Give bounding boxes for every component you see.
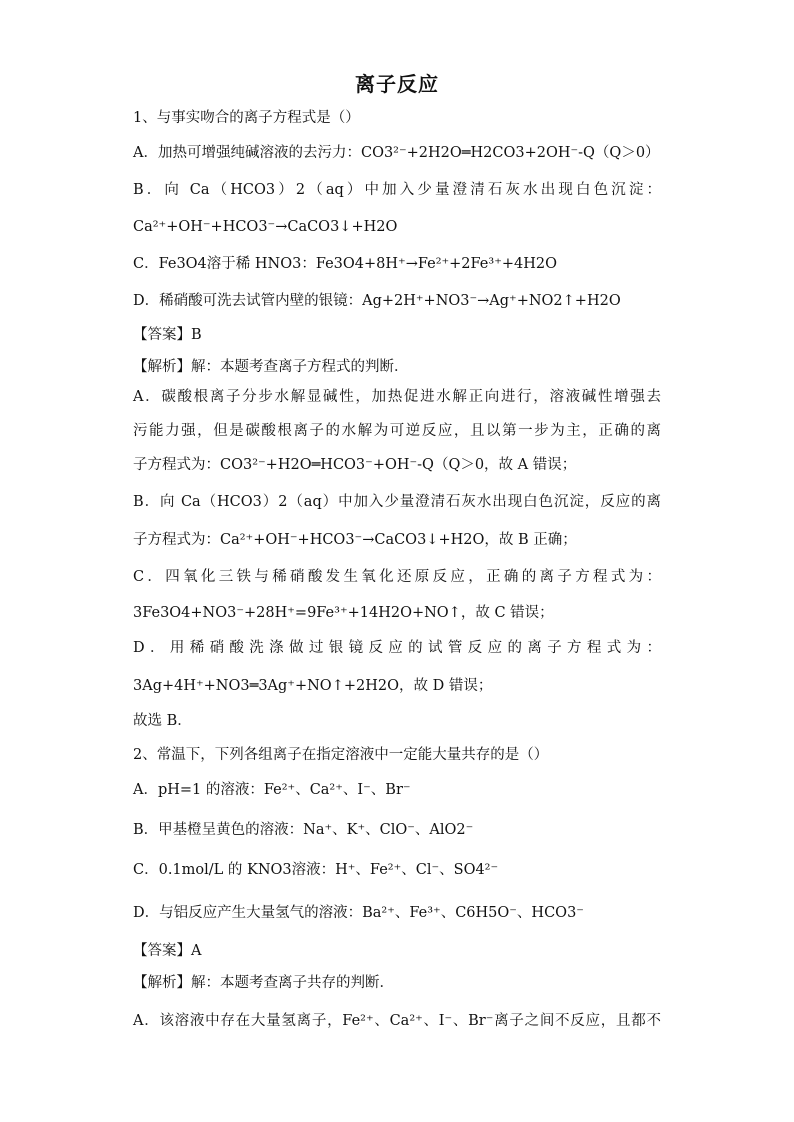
q2-option-d: D．与铝反应产生大量氢气的溶液：Ba²⁺、Fe³⁺、C6H5O⁻、HCO3⁻ xyxy=(133,905,584,921)
q1-answer xyxy=(133,325,661,345)
answer-label: 【答案】 xyxy=(133,327,191,343)
analysis-intro: 解：本题考查离子方程式的判断． xyxy=(191,359,409,375)
q2-analysis xyxy=(133,973,661,993)
q1-explain-b-line1: B．向 Ca（HCO3）2（aq）中加入少量澄清石灰水出现白色沉淀，反应的离 xyxy=(133,494,661,510)
q2-option-b: B．甲基橙呈黄色的溶液：Na⁺、K⁺、ClO⁻、AlO2⁻ xyxy=(133,822,474,838)
q1-option-b-line1: B．向 Ca（HCO3）2（aq）中加入少量澄清石灰水出现白色沉淀： xyxy=(133,182,661,198)
q1-explain-c-line2: 3Fe3O4+NO3⁻+28H⁺=9Fe³⁺+14H2O+NO↑，故 C 错误； xyxy=(133,605,554,621)
analysis-label: 【解析】 xyxy=(133,359,191,375)
q2-explain-a-line1: A．该溶液中存在大量氢离子，Fe²⁺、Ca²⁺、I⁻、Br⁻离子之间不反应，且都不 xyxy=(133,1013,661,1029)
page-title: 离子反应 xyxy=(355,72,439,96)
q1-conclusion: 故选 B． xyxy=(133,713,192,729)
q1-explain-d-line1: D．用稀硝酸洗涤做过银镜反应的试管反应的离子方程式为： xyxy=(133,640,661,656)
q1-explain-d-line2: 3Ag+4H⁺+NO3═3Ag⁺+NO↑+2H2O，故 D 错误； xyxy=(133,678,493,694)
q2-option-c: C．0.1mol/L 的 KNO3溶液：H⁺、Fe²⁺、Cl⁻、SO4²⁻ xyxy=(133,862,499,878)
q1-explain-c-line1: C．四氧化三铁与稀硝酸发生氧化还原反应，正确的离子方程式为： xyxy=(133,569,661,585)
q1-explain-a-line2: 污能力强，但是碳酸根离子的水解为可逆反应，且以第一步为主，正确的离 xyxy=(133,423,661,439)
answer-value: A xyxy=(191,943,202,959)
q1-explain-a-line1: A．碳酸根离子分步水解显碱性，加热促进水解正向进行，溶液碱性增强去 xyxy=(133,389,661,405)
q1-explain-b-line2: 子方程式为：Ca²⁺+OH⁻+HCO3⁻→CaCO3↓+H2O，故 B 正确； xyxy=(133,532,577,548)
q1-option-a: A．加热可增强纯碱溶液的去污力：CO3²⁻+2H2O═H2CO3+2OH⁻-Q（Q＞0） xyxy=(133,145,660,161)
q1-explain-a-line3: 子方程式为：CO3²⁻+H2O═HCO3⁻+OH⁻-Q（Q＞0，故 A 错误； xyxy=(133,457,577,473)
q2-stem: 2、常温下，下列各组离子在指定溶液中一定能大量共存的是（） xyxy=(133,747,549,763)
q1-analysis xyxy=(133,357,661,377)
answer-label: 【答案】 xyxy=(133,943,191,959)
q1-option-d: D．稀硝酸可洗去试管内壁的银镜：Ag+2H⁺+NO3⁻→Ag⁺+NO2↑+H2O xyxy=(133,293,621,309)
q1-option-c: C．Fe3O4溶于稀 HNO3：Fe3O4+8H⁺→Fe²⁺+2Fe³⁺+4H2O xyxy=(133,256,557,272)
analysis-intro: 解：本题考查离子共存的判断． xyxy=(191,975,394,991)
q1-option-b-line2: Ca²⁺+OH⁻+HCO3⁻→CaCO3↓+H2O xyxy=(133,219,398,235)
q1-stem: 1、与事实吻合的离子方程式是（） xyxy=(133,110,360,126)
analysis-label: 【解析】 xyxy=(133,975,191,991)
q2-answer xyxy=(133,941,661,961)
q2-option-a: A．pH=1 的溶液：Fe²⁺、Ca²⁺、I⁻、Br⁻ xyxy=(133,782,411,798)
answer-value: B xyxy=(191,327,202,343)
